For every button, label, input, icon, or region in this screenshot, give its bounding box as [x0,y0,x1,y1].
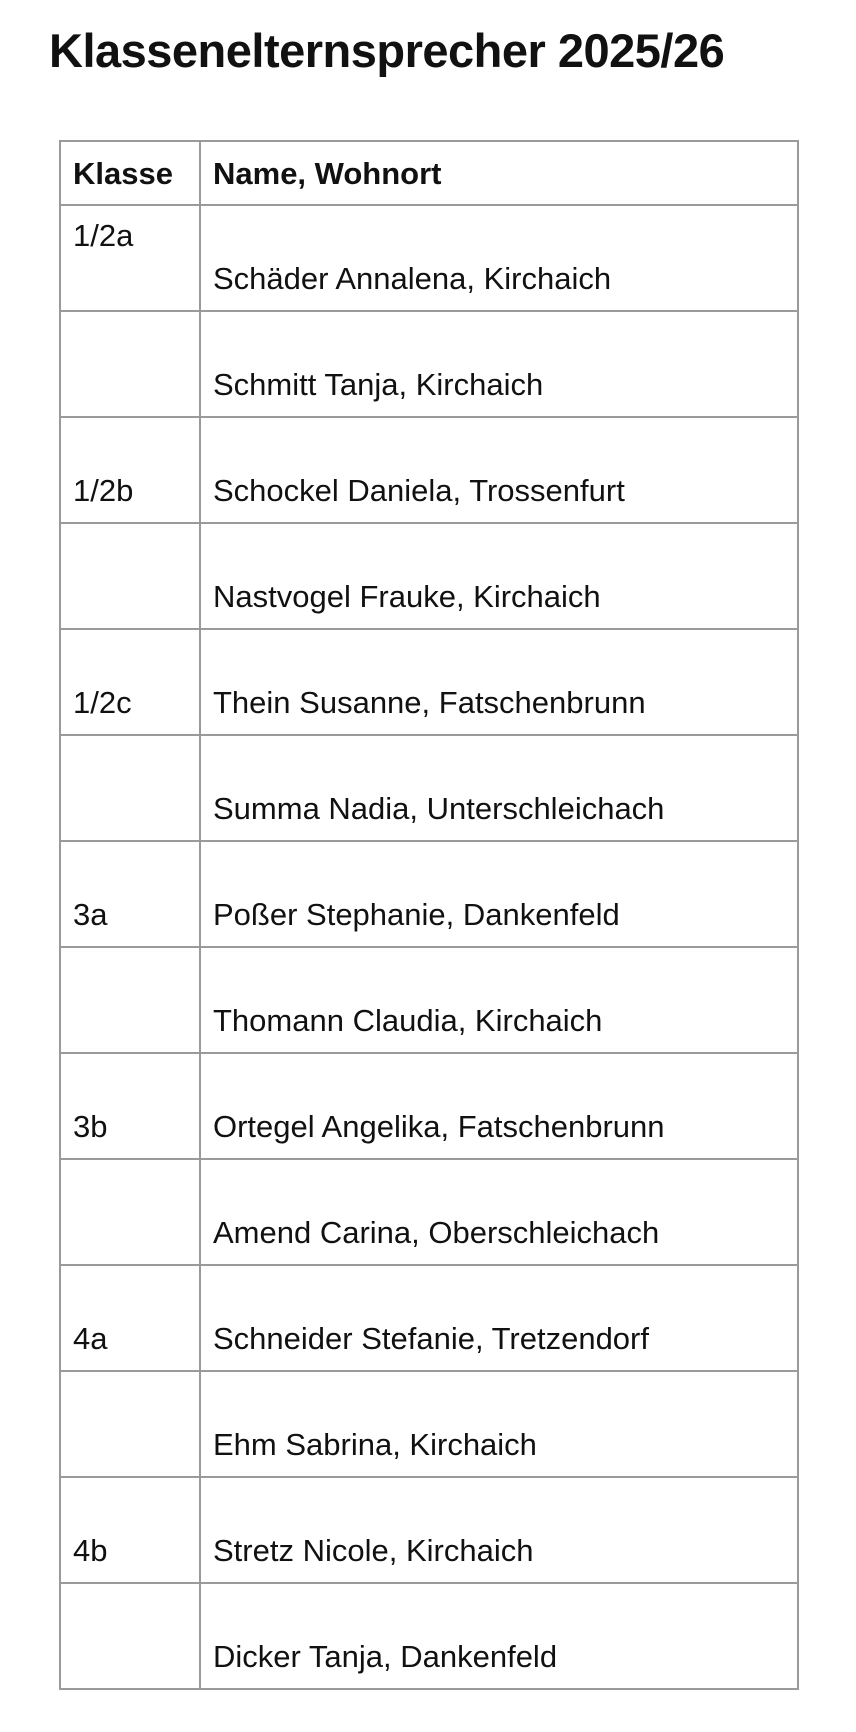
class-cell [60,735,200,841]
table-row [60,311,798,417]
class-representatives-table [59,140,799,1690]
table-row [60,1371,798,1477]
table-row [60,1583,798,1689]
class-cell [60,1371,200,1477]
name-residence-cell: Summa Nadia, Unterschleichach [200,735,798,841]
class-cell: 4b [60,1477,200,1583]
name-residence-cell: Schneider Stefanie, Tretzendorf [200,1265,798,1371]
class-cell: 3b [60,1053,200,1159]
name-residence-cell: Thomann Claudia, Kirchaich [200,947,798,1053]
table-body [60,205,798,1689]
table-row [60,1265,798,1371]
name-residence-cell: Dicker Tanja, Dankenfeld [200,1583,798,1689]
page-title: Klassenelternsprecher 2025/26 [49,24,725,77]
class-cell: 3a [60,841,200,947]
class-cell [60,311,200,417]
name-residence-cell: Ehm Sabrina, Kirchaich [200,1371,798,1477]
table-row [60,1477,798,1583]
class-cell: 1/2b [60,417,200,523]
class-cell [60,947,200,1053]
table-row [60,205,798,311]
name-residence-cell: Poßer Stephanie, Dankenfeld [200,841,798,947]
table-header [60,141,798,205]
table-row [60,1159,798,1265]
name-residence-cell: Stretz Nicole, Kirchaich [200,1477,798,1583]
class-cell: 1/2a [60,205,200,311]
table-row [60,523,798,629]
header-name-residence: Name, Wohnort [200,141,798,205]
name-residence-cell: Thein Susanne, Fatschenbrunn [200,629,798,735]
table-row [60,841,798,947]
name-residence-cell: Schockel Daniela, Trossenfurt [200,417,798,523]
name-residence-cell: Nastvogel Frauke, Kirchaich [200,523,798,629]
table-row [60,417,798,523]
table-row [60,629,798,735]
header-class: Klasse [60,141,200,205]
class-cell [60,1583,200,1689]
name-residence-cell: Amend Carina, Oberschleichach [200,1159,798,1265]
class-cell [60,523,200,629]
class-cell: 1/2c [60,629,200,735]
table-row [60,947,798,1053]
table-row [60,735,798,841]
header-row [60,141,798,205]
table-row [60,1053,798,1159]
name-residence-cell: Schäder Annalena, Kirchaich [200,205,798,311]
name-residence-cell: Schmitt Tanja, Kirchaich [200,311,798,417]
class-cell [60,1159,200,1265]
name-residence-cell: Ortegel Angelika, Fatschenbrunn [200,1053,798,1159]
class-cell: 4a [60,1265,200,1371]
